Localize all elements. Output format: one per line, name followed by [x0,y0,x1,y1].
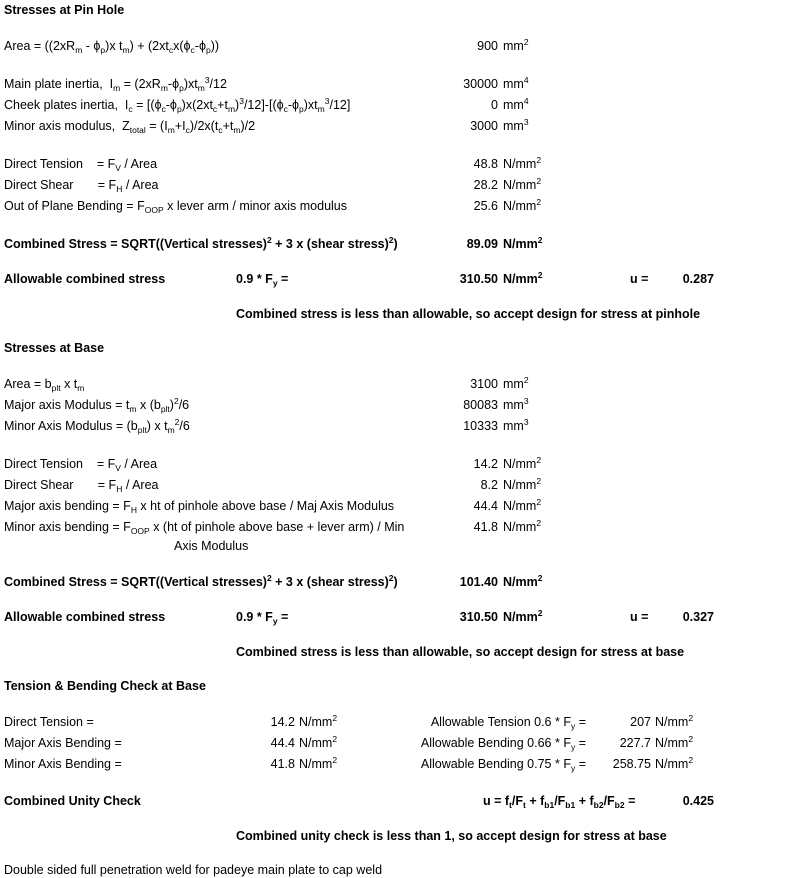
tb-heading: Tension & Bending Check at Base [4,679,206,693]
tb-row-value: 14.2 [270,715,295,729]
base-u-label: u = [630,610,649,624]
tb-row-unit: $N/mm^2$ [299,755,338,771]
pinhole-conclusion: Combined stress is less than allowable, so accept design for stress at pinhole [236,307,701,321]
base-allowable-unit: $N/mm^2$ [503,608,543,624]
base-area-unit: $mm^2$ [503,375,529,391]
pinhole-cheek-inertia-value: 0 [491,98,498,112]
base-allowable-label: Allowable combined stress [4,610,166,624]
base-minor-modulus-unit: $mm^3$ [503,417,529,433]
base-heading: Stresses at Base [4,341,105,355]
base-direct-tension-label: Direct Tension = $F_V$ / Area [4,457,158,473]
tb-row-allow-unit: $N/mm^2$ [655,755,694,771]
pinhole-oop-bending-value: 25.6 [473,199,498,213]
base-direct-tension-unit: $N/mm^2$ [503,455,542,471]
pinhole-minor-modulus-unit: $mm^3$ [503,117,529,133]
tb-row-label: Major Axis Bending = [4,736,122,750]
base-area-value: 3100 [470,377,498,391]
base-major-bending-label: Major axis bending = $F_H$ x ht of pinhole above base / Maj Axis Modulus [4,499,395,515]
pinhole-direct-shear-unit: $N/mm^2$ [503,176,542,192]
tb-row-allow-label: Allowable Bending $0.75 * F_y$ = [420,757,586,773]
base-area-label: Area = $b_{plt}$ x $t_m$ [4,377,85,393]
tb-row-value: 41.8 [270,757,295,771]
base-minor-bending-label: Minor axis bending = $F_{OOP}$ x (ht of pinhole above base + lever arm) / Min [4,520,405,536]
tb-row-allow-value: 207 [630,715,651,729]
pinhole-u-label: u = [630,272,649,286]
base-direct-shear-unit: $N/mm^2$ [503,476,542,492]
base-major-modulus-label: Major axis Modulus = $t_m$ x $(b_{plt})^2/6$ [4,396,190,414]
base-u-value: 0.327 [682,610,714,624]
pinhole-u-value: 0.287 [682,272,714,286]
tb-row-allow-unit: $N/mm^2$ [655,734,694,750]
base-major-bending-unit: $N/mm^2$ [503,497,542,513]
tb-row-unit: $N/mm^2$ [299,713,338,729]
tb-row-allow-label: Allowable Bending $0.66 * F_y$ = [420,736,586,752]
tb-row-label: Minor Axis Bending = [4,757,122,771]
pinhole-direct-shear-value: 28.2 [473,178,498,192]
tb-row-label: Direct Tension = [4,715,94,729]
pinhole-oop-bending-label: Out of Plane Bending = $F_{OOP}$ x lever arm / minor axis modulus [4,199,348,215]
base-direct-shear-label: Direct Shear = $F_H$ / Area [4,478,159,494]
unity-conclusion: Combined unity check is less than 1, so accept design for stress at base [236,829,667,843]
tb-row-value: 44.4 [270,736,295,750]
base-major-modulus-value: 80083 [463,398,498,412]
pinhole-combined-value: 89.09 [466,237,498,251]
base-major-bending-value: 44.4 [473,499,498,513]
base-allowable-formula: $0.9 * F_y$ = [236,610,289,626]
pinhole-main-inertia-label: Main plate inertia, $I_m = (2xR_m-\phi_p)xt_m^3/12$ [4,75,227,93]
tb-row-unit: $N/mm^2$ [299,734,338,750]
base-minor-bending-unit: $N/mm^2$ [503,518,542,534]
base-combined-unit: $N/mm^2$ [503,573,543,589]
unity-label: Combined Unity Check [4,794,141,808]
pinhole-area-value: 900 [477,39,498,53]
pinhole-minor-modulus-label: Minor axis modulus, $Z_{total} = (I_m+I_c)/2x(t_c+t_m)/2$ [4,119,256,135]
pinhole-allowable-label: Allowable combined stress [4,272,166,286]
base-allowable-value: 310.50 [459,610,498,624]
pinhole-direct-tension-unit: $N/mm^2$ [503,155,542,171]
pinhole-main-inertia-unit: $mm^4$ [503,75,529,91]
pinhole-heading: Stresses at Pin Hole [4,3,125,17]
tb-row-allow-value: 227.7 [619,736,651,750]
base-minor-modulus-label: Minor Axis Modulus = $(b_{plt})$ x $t_m^2/6$ [4,417,190,435]
tb-row-allow-unit: $N/mm^2$ [655,713,694,729]
base-major-modulus-unit: $mm^3$ [503,396,529,412]
pinhole-direct-tension-label: Direct Tension = $F_V$ / Area [4,157,158,173]
pinhole-oop-bending-unit: $N/mm^2$ [503,197,542,213]
unity-value: 0.425 [682,794,714,808]
base-direct-shear-value: 8.2 [480,478,498,492]
base-minor-bending-value: 41.8 [473,520,498,534]
base-combined-value: 101.40 [459,575,498,589]
base-conclusion: Combined stress is less than allowable, so accept design for stress at base [236,645,685,659]
tb-row-allow-label: Allowable Tension $0.6 * F_y$ = [430,715,586,731]
pinhole-direct-tension-value: 48.8 [473,157,498,171]
base-minor-modulus-value: 10333 [463,419,498,433]
pinhole-combined-label: Combined Stress = SQRT((Vertical stresses)$^2$ + 3 x (shear stress)$^2$) [4,235,398,251]
pinhole-combined-unit: $N/mm^2$ [503,235,543,251]
pinhole-allowable-value: 310.50 [459,272,498,286]
pinhole-area-label: Area = ($(2xR_m - \phi_p)x$ $t_m) + (2xt_cx(\phi_c-\phi_p))$ [4,39,220,55]
tb-row-allow-value: 258.75 [612,757,651,771]
pinhole-cheek-inertia-label: Cheek plates inertia, $I_c = [(\phi_c-\phi_p)x(2xt_c+t_m)^3/12]-[(\phi_c-\phi_p)xt_m^3/12]$ [4,96,351,114]
pinhole-minor-modulus-value: 3000 [470,119,498,133]
pinhole-allowable-formula: $0.9 * F_y$ = [236,272,289,288]
base-combined-label: Combined Stress = SQRT((Vertical stresses)$^2$ + 3 x (shear stress)$^2$) [4,573,398,589]
pinhole-allowable-unit: $N/mm^2$ [503,270,543,286]
pinhole-direct-shear-label: Direct Shear = $F_H$ / Area [4,178,159,194]
unity-formula: $u = f_t/F_t + f_{b1}/F_{b1} + f_{b2}/F_{b2}$ = [483,794,636,810]
pinhole-area-unit: $mm^2$ [503,37,529,53]
footer-note: Double sided full penetration weld for padeye main plate to cap weld [4,863,383,877]
base-minor-bending-label-cont: Axis Modulus [174,539,249,553]
pinhole-main-inertia-value: 30000 [463,77,498,91]
pinhole-cheek-inertia-unit: $mm^4$ [503,96,529,112]
base-direct-tension-value: 14.2 [473,457,498,471]
